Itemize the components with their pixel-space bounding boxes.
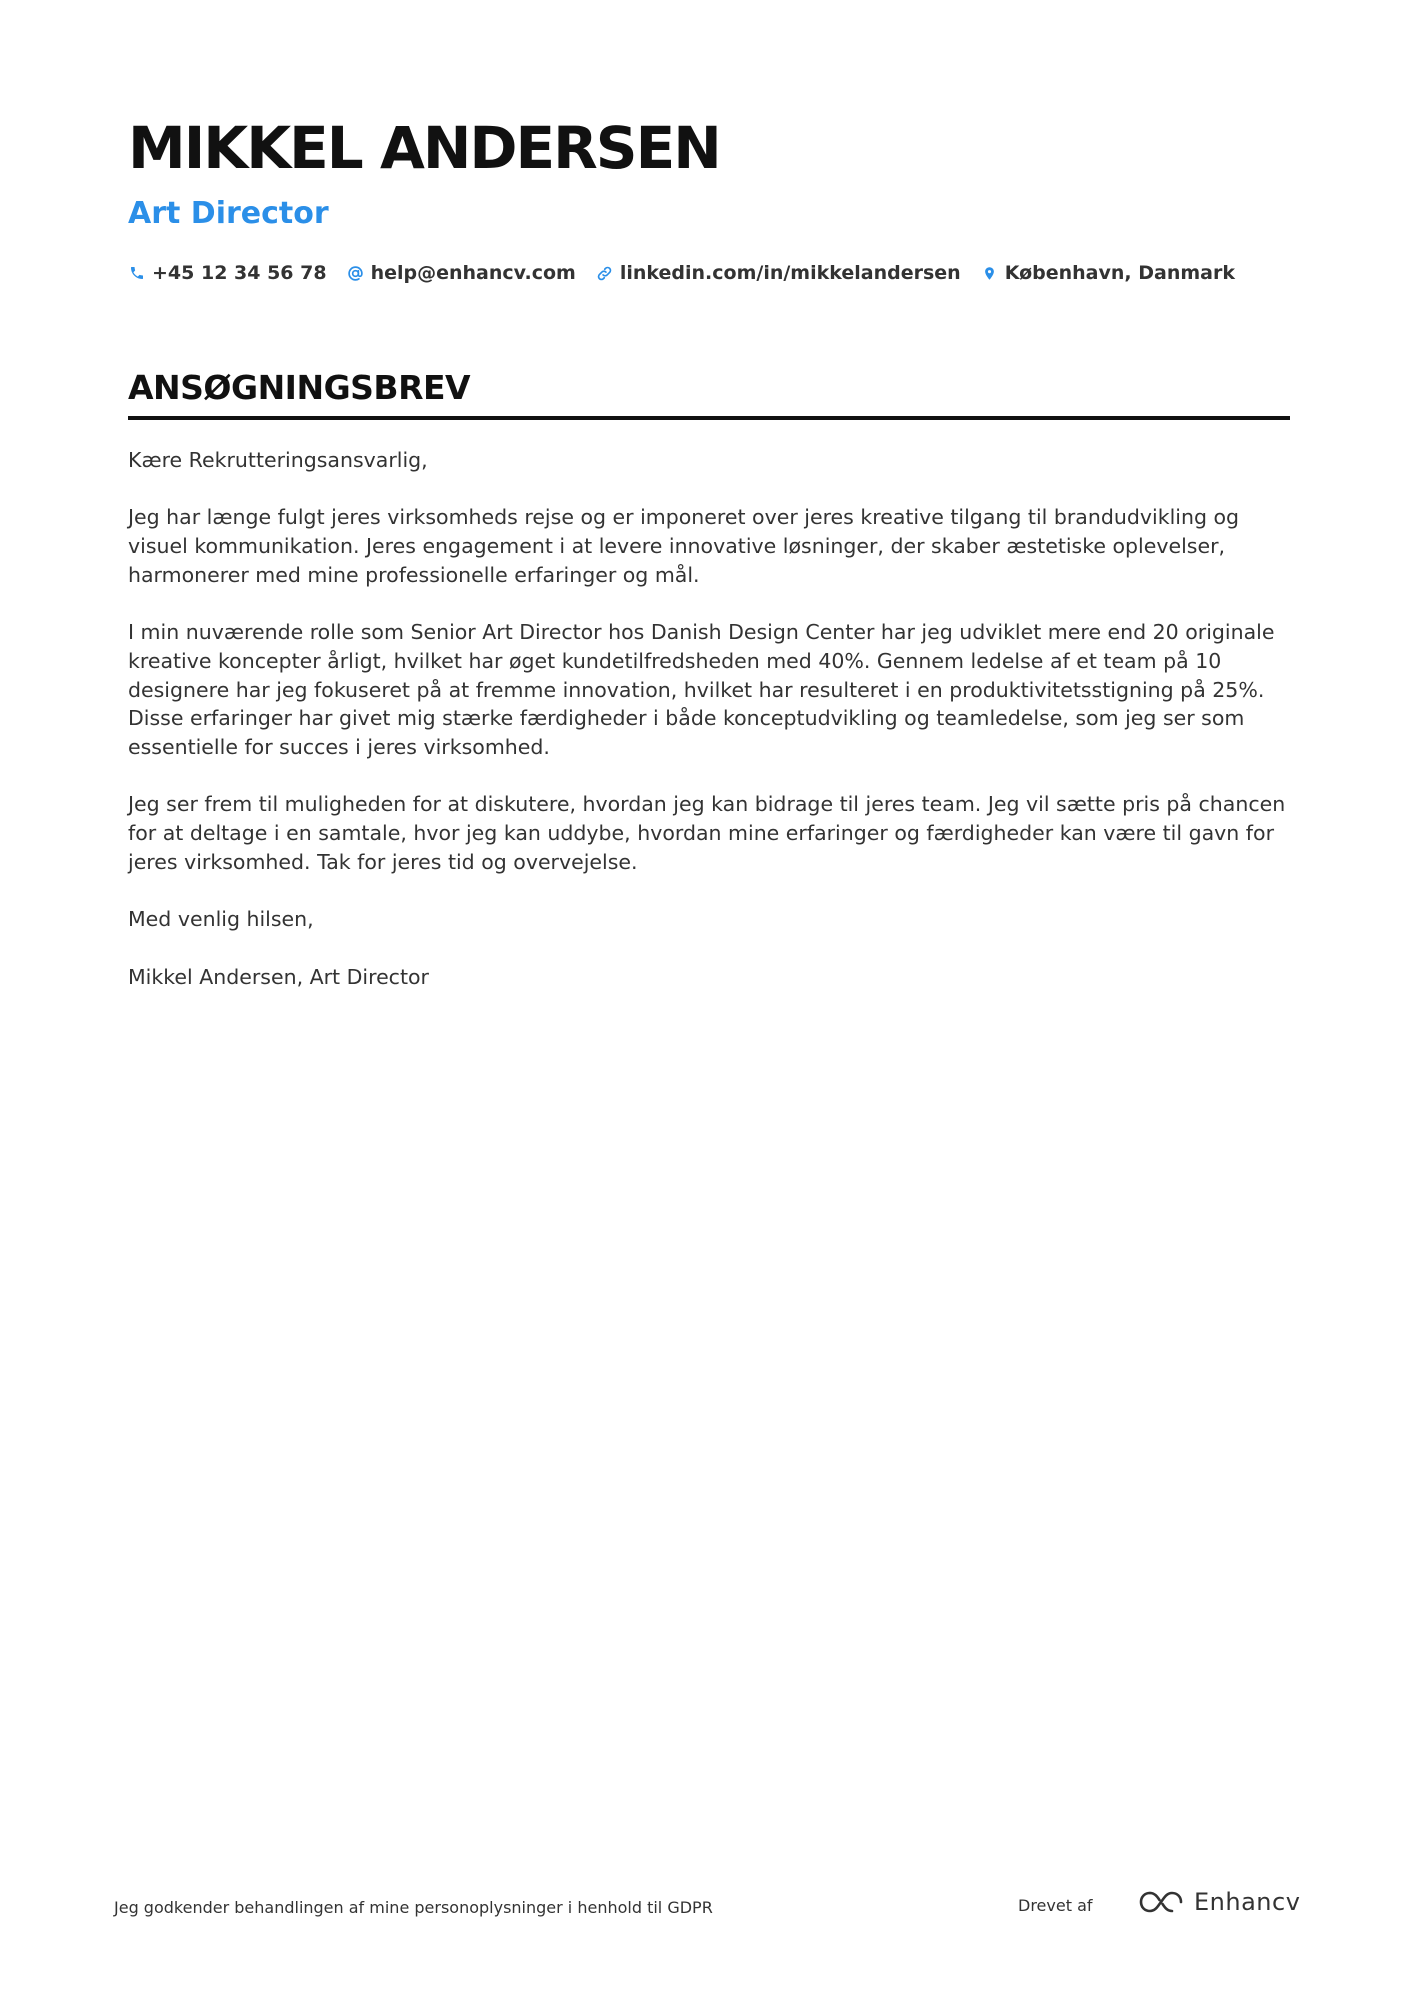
contact-linkedin[interactable]: [596, 262, 961, 284]
powered-by-label: Drevet af: [1018, 1896, 1093, 1915]
signature: Mikkel Andersen, Art Director: [128, 964, 429, 989]
closing: Med venlig hilsen,: [128, 907, 314, 932]
letter-paragraph: Jeg har længe fulgt jeres virksomheds rejse og er imponeret over jeres kreative tilgang til brandudvikling og visuel kommunikation. Jeres engagement i at levere innovative løsninger, der skaber æstetiske oplevelser, harmonerer med mine professionelle erfaringer og mål.: [128, 505, 1240, 587]
enhancv-infinity-icon: [1138, 1889, 1184, 1915]
email-text[interactable]: help@enhancv.com: [370, 262, 576, 284]
contact-phone: [128, 262, 327, 284]
phone-icon: [128, 264, 146, 282]
link-icon: [596, 264, 614, 282]
enhancv-logo[interactable]: [1138, 1888, 1300, 1916]
section-title: ANSØGNINGSBREV: [128, 368, 471, 407]
salutation: Kære Rekrutteringsansvarlig,: [128, 448, 428, 472]
header: [128, 108, 1288, 284]
gdpr-consent-text: Jeg godkender behandlingen af mine personoplysninger i henhold til GDPR: [114, 1898, 713, 1917]
location-text: København, Danmark: [1004, 262, 1235, 284]
candidate-name: MIKKEL ANDERSEN: [128, 114, 720, 182]
at-icon: [347, 264, 365, 282]
brand-name: Enhancv: [1194, 1888, 1301, 1916]
footer: [0, 1880, 1410, 1940]
letter-paragraph: I min nuværende rolle som Senior Art Director hos Danish Design Center har jeg udviklet mere end 20 originale kreative koncepter årligt, hvilket har øget kundetilfredsheden med 40%. Gennem ledelse af et team på 10 designere har jeg fokuseret på at fremme innovation, hvilket har resulteret i en produktivitetsstigning på 25%. Disse erfaringer har givet mig stærke færdigheder i både konceptudvikling og teamledelse, som jeg ser som essentielle for succes i jeres virksomhed.: [128, 620, 1275, 759]
contact-location: [981, 262, 1235, 284]
letter-paragraph: Jeg ser frem til muligheden for at diskutere, hvordan jeg kan bidrage til jeres team. Jeg vil sætte pris på chancen for at deltage i en samtale, hvor jeg kan uddybe, hvordan mine erfaringer og færdigheder kan være til gavn for jeres virksomhed. Tak for jeres tid og overvejelse.: [128, 792, 1286, 874]
letter-body: [128, 446, 1290, 991]
section-divider: [128, 416, 1290, 420]
linkedin-text[interactable]: linkedin.com/in/mikkelandersen: [619, 262, 961, 284]
contact-email[interactable]: [347, 262, 576, 284]
cover-letter-section: [128, 366, 1290, 1020]
phone-text: +45 12 34 56 78: [152, 262, 327, 284]
job-title: Art Director: [128, 196, 329, 231]
contact-bar: [128, 262, 1288, 284]
location-pin-icon: [981, 264, 999, 282]
